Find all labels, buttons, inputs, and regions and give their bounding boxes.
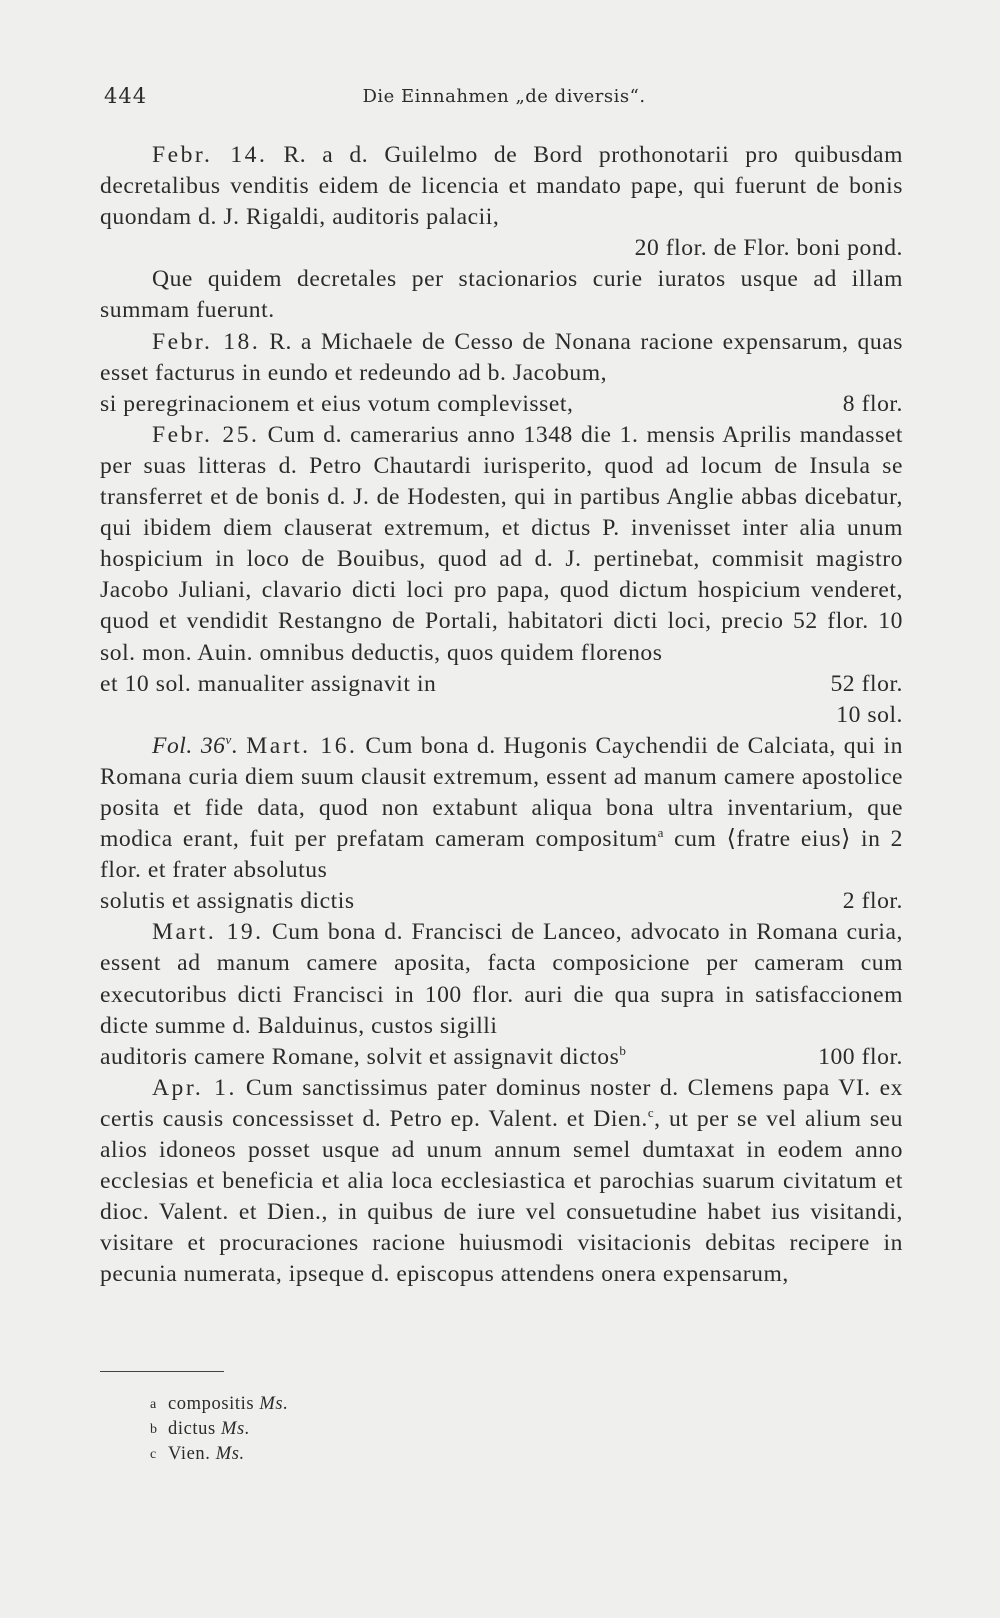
entry-amount: 20 flor. de Flor. boni pond. (634, 235, 903, 262)
entry-date: Febr. 18. (152, 328, 261, 355)
entry-text: R. a Michaele de Cesso de Nonana racione expensarum, quas esset facturus in eundo et redeundo ad b. Jacobum, (100, 328, 903, 386)
footnote-source: Ms. (221, 1419, 251, 1439)
entry-date: Febr. 25. (152, 421, 260, 448)
entry-last-line: solutis et assignatis dictis (100, 888, 355, 915)
footnotes (150, 1392, 288, 1467)
folio-label: Fol. 36 (152, 732, 226, 759)
entry-paragraph (100, 731, 903, 886)
folio-reference: Fol. 36$^v$. (152, 731, 239, 759)
entry-date: Apr. 1. (152, 1074, 237, 1101)
entry-paragraph (100, 917, 903, 1041)
footnote-rule (100, 1371, 224, 1372)
entry-febr-18 (100, 327, 903, 420)
entry-amount-sol: 10 sol. (836, 701, 903, 728)
footnote-ref: a (657, 825, 664, 841)
entry-continuation: Que quidem decretales per stacionarios curie iuratos usque ad illam summam fuerunt. (100, 266, 903, 324)
entry-date: Febr. 14. (152, 142, 268, 168)
footnote-source: Ms. (259, 1394, 289, 1414)
page-header (104, 84, 904, 114)
footnote-ref: b (619, 1042, 627, 1058)
running-title: Die Einnahmen „de diversis“. (362, 86, 646, 107)
entry-amount: 100 flor. (818, 1043, 903, 1070)
entry-date: Mart. 19. (152, 919, 264, 946)
entry-amount: 52 flor. (830, 670, 903, 697)
footnote-item (150, 1442, 288, 1467)
entry-text-cont: cum ⟨fratre eius⟩ in 2 flor. et frater absolutus (100, 826, 903, 884)
entry-mart-19 (100, 917, 903, 1072)
entry-last-line: et 10 sol. manualiter assignavit in (100, 670, 437, 697)
footnote-mark: b (150, 1422, 158, 1437)
footnote-text: dictus (168, 1419, 216, 1439)
amount-line-2 (100, 700, 903, 731)
entry-amount: 8 flor. (842, 390, 903, 417)
main-text (100, 140, 903, 1290)
amount-line (100, 886, 903, 917)
entry-text: R. a d. Guilelmo de Bord prothonotarii pro quibusdam decretalibus venditis eidem de licencia et mandato pape, qui fuerunt de bonis quondam d. J. Rigaldi, auditoris palacii, (100, 142, 903, 231)
amount-line (100, 1042, 903, 1073)
entry-text: Cum bona d. Francisci de Lanceo, advocato in Romana curia, essent ad manum camere aposita, facta composicione per cameram cum executoribus dicti Francisci in 100 flor. auri die qua supra in satisfaccionem dicte summe d. Balduinus, custos sigilli (100, 919, 903, 1039)
footnote-item (150, 1392, 288, 1417)
entry-paragraph (100, 420, 903, 669)
entry-febr-25 (100, 420, 903, 731)
page-number: 444 (104, 84, 148, 108)
entry-last-line: si peregrinacionem et eius votum complevisset, (100, 390, 574, 417)
footnote-text: Vien. (168, 1444, 211, 1464)
footnote-text: compositis (168, 1394, 255, 1414)
entry-febr-14 (100, 140, 903, 327)
entry-last-line-wrap (100, 1042, 626, 1073)
entry-paragraph (100, 140, 903, 233)
entry-amount: 2 flor. (842, 888, 903, 915)
folio-verso-mark: v (225, 731, 232, 747)
footnote-item (150, 1417, 288, 1442)
footnote-ref: c (647, 1104, 655, 1120)
entry-mart-16 (100, 731, 903, 918)
amount-line (100, 233, 903, 264)
footnote-source: Ms. (215, 1444, 245, 1464)
entry-last-line: auditoris camere Romane, solvit et assignavit dictos (100, 1043, 620, 1070)
entry-paragraph (100, 327, 903, 389)
amount-line (100, 669, 903, 700)
entry-text: Cum sanctissimus pater dominus noster d. Clemens papa VI. ex certis causis concessisset d. Petro ep. Valent. et Dien. (100, 1074, 903, 1132)
amount-line (100, 389, 903, 420)
entry-date: Mart. 16. (246, 732, 358, 759)
entry-apr-1 (100, 1073, 903, 1291)
entry-text-cont: , ut per se vel alium seu alios idoneos posset usque ad unum annum semel dumtaxat in eodem anno ecclesias et beneficia et alia loca ecclesiastica et parochias suarum civitatum et dioc. Valent. et Dien., in quibus de iure vel consuetudine habet ius visitandi, visitare et procuraciones racione huiusmodi visitacionis debitas recipere in pecunia numerata, ipseque d. episcopus attendens onera expensarum, (100, 1105, 903, 1288)
entry-text: Cum bona d. Hugonis Caychendii de Calciata, qui in Romana curia diem suum clausit extremum, essent ad manum camere apostolice posita et fide data, quod non extabunt aliqua bona ultra inventarium, que modica erant, fuit per prefatam cameram compositum (100, 732, 903, 853)
entry-paragraph (100, 1073, 903, 1291)
footnote-mark: a (150, 1397, 157, 1412)
footnote-mark: c (150, 1447, 157, 1462)
entry-text: Cum d. camerarius anno 1348 die 1. mensis Aprilis mandasset per suas litteras d. Petro Chautardi iurisperito, quod ad locum de Insula se transferret et de bonis d. J. de Hodesten, qui in partibus Anglie abbas dicebatur, qui ibidem diem clauserat extremum, et dictus P. invenisset inter alia unum hospicium in loco de Bouibus, quod ad d. J. pertinebat, commisit magistro Jacobo Juliani, clavario dicti loci pro papa, quod dictum hospicium venderet, quod et vendidit Restangno de Portali, habitatori dicti loci, precio 52 flor. 10 sol. mon. Auin. omnibus deductis, quos quidem florenos (100, 421, 903, 666)
